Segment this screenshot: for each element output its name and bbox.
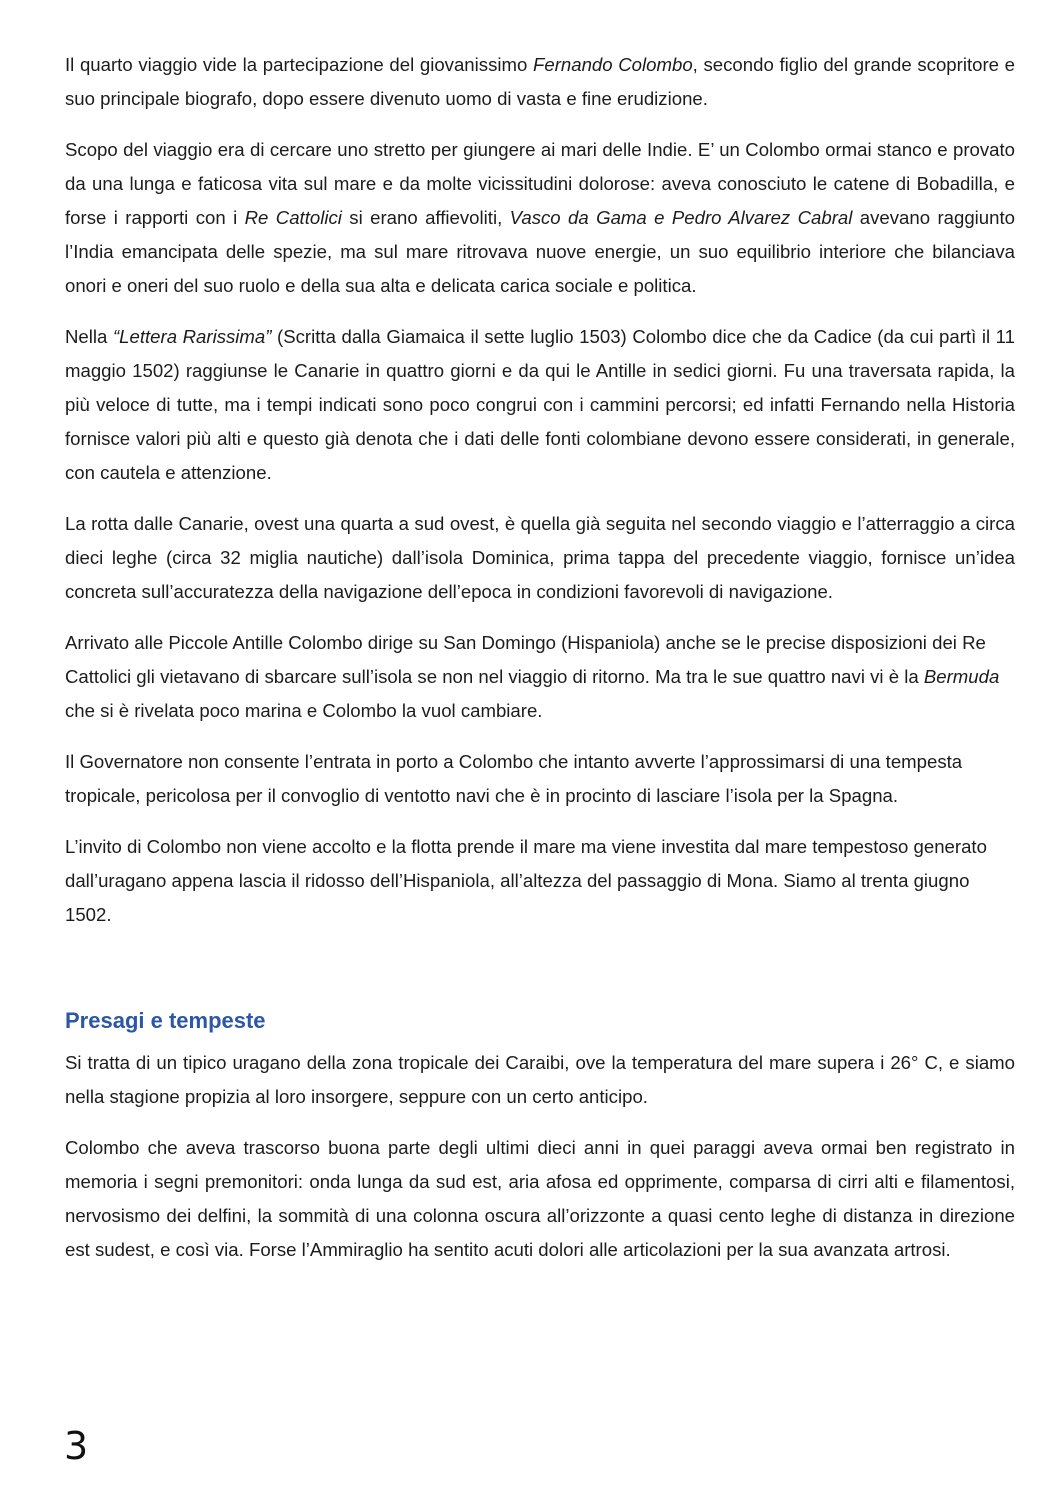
page-number: 3 xyxy=(64,1424,89,1468)
paragraph xyxy=(65,133,1015,303)
paragraph xyxy=(65,626,1015,728)
italic-text: Bermuda xyxy=(923,666,1000,687)
paragraph xyxy=(65,830,1015,932)
italic-text: Fernando Colombo xyxy=(533,54,693,75)
section-body xyxy=(65,1046,1015,1267)
text-run: si erano affievoliti, xyxy=(341,207,510,228)
text-run: Scopo del viaggio era di cercare uno stretto per giungere ai mari delle Indie. E’ un Colombo ormai stanco e provato da una lunga e faticosa vita sul mare e da molte vicissitudini dolorose: aveva conosciuto le catene di Bobadilla, e forse i rapporti con i xyxy=(65,139,1015,228)
intro-section xyxy=(65,48,1015,932)
text-run: (Scritta dalla Giamaica il sette luglio 1503) Colombo dice che da Cadice (da cui partì il 11 maggio 1502) raggiunse le Canarie in quattro giorni e da qui le Antille in sedici giorni. Fu una traversata rapida, la più veloce di tutte, ma i tempi indicati sono poco congrui con i cammini percorsi; ed infatti Fernando nella Historia fornisce valori più alti e questo già denota che i dati delle fonti colombiane devono essere considerati, in generale, con cautela e attenzione. xyxy=(65,326,1015,483)
text-run: Arrivato alle Piccole Antille Colombo dirige su San Domingo (Hispaniola) anche se le precise disposizioni dei Re Cattolici gli vietavano di sbarcare sull’isola se non nel viaggio di ritorno. Ma tra le sue quattro navi vi è la xyxy=(65,632,986,687)
italic-text: “Lettera Rarissima” xyxy=(112,326,272,347)
paragraph xyxy=(65,745,1015,813)
section-heading: Presagi e tempeste xyxy=(65,1008,266,1033)
paragraph xyxy=(65,1131,1015,1267)
italic-text: Vasco da Gama e Pedro Alvarez Cabral xyxy=(509,207,853,228)
text-run: Il Governatore non consente l’entrata in porto a Colombo che intanto avverte l’approssimarsi di una tempesta tropicale, pericolosa per il convoglio di ventotto navi che è in procinto di lasciare l’isola per la Spagna. xyxy=(65,751,963,806)
text-run: L’invito di Colombo non viene accolto e la flotta prende il mare ma viene investita dal mare tempestoso generato dall’uragano appena lascia il ridosso dell’Hispaniola, all’altezza del passaggio di Mona. Siamo al trenta giugno 1502. xyxy=(65,836,987,925)
paragraph xyxy=(65,320,1015,490)
text-run: che si è rivelata poco marina e Colombo la vuol cambiare. xyxy=(65,700,543,721)
paragraph xyxy=(65,1046,1015,1114)
italic-text: Re Cattolici xyxy=(244,207,342,228)
text-run: La rotta dalle Canarie, ovest una quarta a sud ovest, è quella già seguita nel secondo viaggio e l’atterraggio a circa dieci leghe (circa 32 miglia nautiche) dall’isola Dominica, prima tappa del precedente viaggio, fornisce un’idea concreta sull’accuratezza della navigazione dell’epoca in condizioni favorevoli di navigazione. xyxy=(65,513,1015,602)
text-run: Il quarto viaggio vide la partecipazione del giovanissimo xyxy=(65,54,533,75)
text-run: Si tratta di un tipico uragano della zona tropicale dei Caraibi, ove la temperatura del mare supera i 26° C, e siamo nella stagione propizia al loro insorgere, seppure con un certo anticipo. xyxy=(65,1052,1015,1107)
text-run: , secondo figlio del grande scopritore e suo principale biografo, dopo essere divenuto uomo di vasta e fine erudizione. xyxy=(65,54,1015,109)
text-run: Nella xyxy=(65,326,113,347)
paragraph xyxy=(65,507,1015,609)
document-page xyxy=(65,48,1015,1284)
paragraph xyxy=(65,48,1015,116)
text-run: Colombo che aveva trascorso buona parte degli ultimi dieci anni in quei paraggi aveva ormai ben registrato in memoria i segni premonitori: onda lunga da sud est, aria afosa ed opprimente, comparsa di cirri alti e filamentosi, nervosismo dei delfini, la sommità di una colonna oscura all’orizzonte a quasi cento leghe di distanza in direzione est sudest, e così via. Forse l’Ammiraglio ha sentito acuti dolori alle articolazioni per la sua avanzata artrosi. xyxy=(65,1137,1015,1260)
text-run: avevano raggiunto l’India emancipata delle spezie, ma sul mare ritrovava nuove energie, un suo equilibrio interiore che bilanciava onori e oneri del suo ruolo e della sua alta e delicata carica sociale e politica. xyxy=(65,207,1015,296)
